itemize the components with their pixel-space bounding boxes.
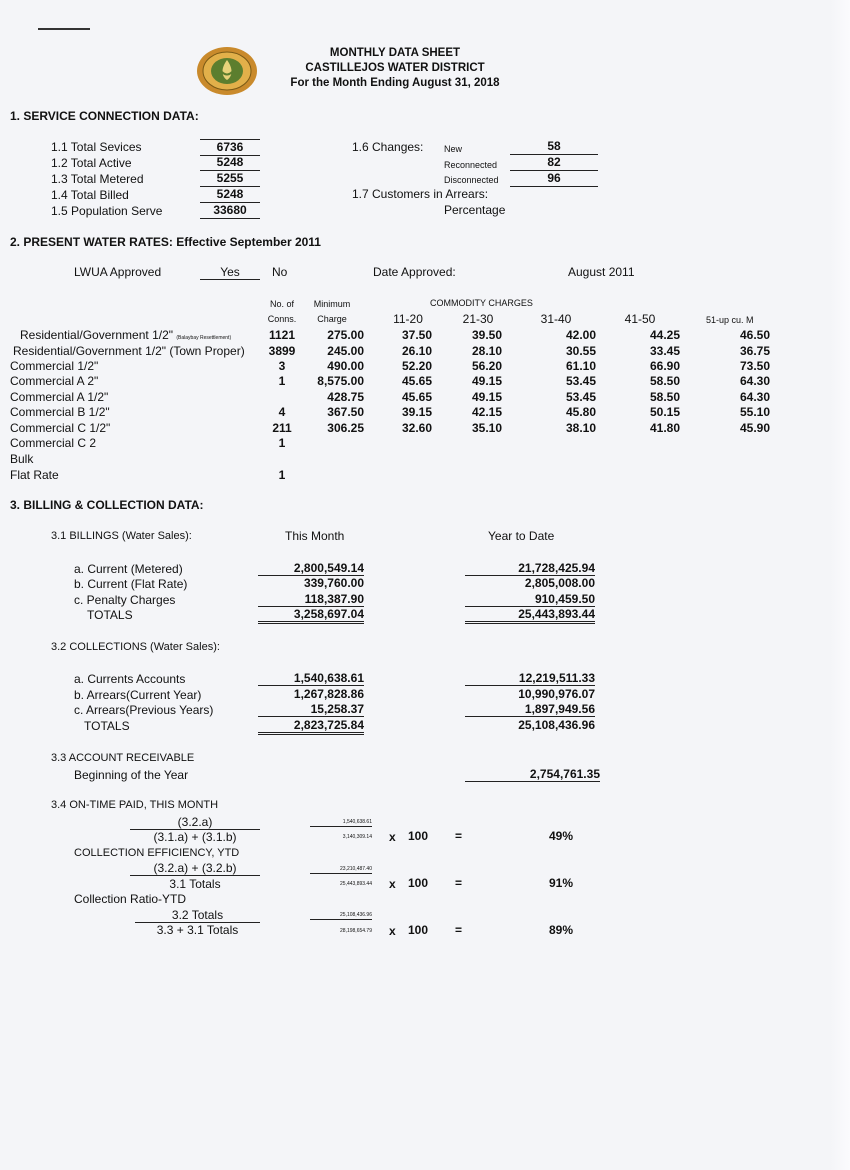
- rate-c4: 66.90: [649, 359, 680, 373]
- rate-minimum: 275.00: [327, 328, 364, 342]
- collection-ytd: 1,897,949.56: [465, 702, 595, 717]
- rate-minimum: 245.00: [327, 344, 364, 358]
- ratio-den-value: 3,140,309.14: [342, 834, 372, 840]
- service-label: 1.4 Total Billed: [51, 188, 129, 202]
- rate-conns: 3: [278, 359, 286, 373]
- ratio-result: 91%: [549, 876, 574, 890]
- ratio-title: COLLECTION EFFICIENCY, YTD: [74, 847, 240, 859]
- billing-label: a. Current (Metered): [74, 562, 183, 576]
- rate-c5: 64.30: [739, 374, 770, 388]
- rate-c2: 28.10: [471, 344, 502, 358]
- billings-label: 3.1 BILLINGS (Water Sales):: [51, 530, 192, 542]
- ratio-den-value: 25,443,893.44: [340, 881, 372, 887]
- rate-c4: 58.50: [649, 374, 680, 388]
- equals-sign: =: [455, 923, 463, 937]
- ratio-num-value: 1,540,638.61: [342, 819, 372, 825]
- collections-label: 3.2 COLLECTIONS (Water Sales):: [51, 641, 220, 653]
- rate-conns: 211: [272, 421, 292, 435]
- service-label: 1.1 Total Sevices: [51, 140, 142, 154]
- ratio-numerator: (3.2.a): [177, 815, 213, 829]
- billing-month: 339,760.00: [303, 576, 364, 590]
- ratio-num-value: 23,210,487.40: [340, 866, 372, 872]
- hundred: 100: [408, 829, 429, 843]
- rate-conns: 1: [278, 436, 286, 450]
- billing-month: 118,387.90: [258, 592, 364, 607]
- rate-c5: 64.30: [739, 390, 770, 404]
- lwua-no: No: [272, 265, 288, 279]
- rate-c1: 32.60: [401, 421, 432, 435]
- billing-ytd: 910,459.50: [465, 592, 595, 607]
- rate-minimum: 428.75: [327, 390, 364, 404]
- ratio-denominator: (3.1.a) + (3.1.b): [153, 830, 237, 844]
- rate-conns: 1: [278, 374, 286, 388]
- collection-month: 1,540,638.61: [293, 671, 364, 685]
- rate-row-note: (Balaybay Resettlement): [176, 335, 232, 341]
- rate-c3: 45.80: [565, 405, 596, 419]
- rate-row-name-text: Residential/Government 1/2": [20, 328, 174, 342]
- service-value: 5248: [200, 187, 260, 203]
- ratio-num-value: 25,108,436.96: [340, 912, 372, 918]
- ytd-header: Year to Date: [488, 529, 555, 543]
- rate-c2: 39.50: [471, 328, 502, 342]
- title-line-2: CASTILLEJOS WATER DISTRICT: [305, 62, 485, 74]
- service-value: 33680: [200, 203, 260, 219]
- billing-total-ytd: 25,443,893.44: [465, 607, 595, 624]
- rate-c5: 73.50: [739, 359, 770, 373]
- ar-sublabel: Beginning of the Year: [74, 768, 189, 782]
- rate-minimum: 367.50: [327, 405, 364, 419]
- billing-label: b. Current (Flat Rate): [74, 577, 188, 591]
- equals-sign: =: [455, 876, 463, 890]
- rate-c2: 56.20: [471, 359, 502, 373]
- rate-c2: 49.15: [471, 390, 502, 404]
- date-approved-value: August 2011: [568, 265, 635, 279]
- rate-c5: 46.50: [739, 328, 770, 342]
- rate-c3: 53.45: [565, 374, 596, 388]
- changes-label: 1.6 Changes:: [352, 140, 424, 154]
- rate-c1: 45.65: [401, 374, 432, 388]
- times-sign: x: [389, 877, 396, 891]
- times-sign: x: [389, 830, 396, 844]
- billing-label: c. Penalty Charges: [74, 593, 176, 607]
- rate-c4: 58.50: [649, 390, 680, 404]
- rate-row-name: Commercial A 1/2": [10, 390, 109, 404]
- range-header: 11-20: [393, 312, 423, 326]
- service-label: 1.2 Total Active: [51, 156, 132, 170]
- collection-label: b. Arrears(Current Year): [74, 688, 202, 702]
- rate-row-name: Residential/Government 1/2" (Town Proper): [13, 344, 245, 358]
- date-approved-label: Date Approved:: [373, 265, 456, 279]
- rate-minimum: 306.25: [327, 421, 364, 435]
- rate-c1: 45.65: [401, 390, 432, 404]
- collection-month: 1,267,828.86: [293, 687, 364, 701]
- rate-c1: 52.20: [401, 359, 432, 373]
- billing-total-month: 3,258,697.04: [258, 607, 364, 624]
- billing-total-label: TOTALS: [87, 608, 133, 622]
- rate-conns: 1: [278, 468, 286, 482]
- lwua-yes: Yes: [200, 265, 260, 280]
- rate-row-name: [20, 328, 231, 342]
- ratio-numerator: (3.2.a) + (3.2.b): [153, 861, 237, 875]
- rate-conns: 4: [278, 405, 286, 419]
- rate-row-name: Commercial C 1/2": [10, 421, 111, 435]
- ratio-den-value: 28,198,654.79: [340, 928, 372, 934]
- rate-c3: 38.10: [565, 421, 596, 435]
- ratio-result: 49%: [549, 829, 574, 843]
- ar-label: 3.3 ACCOUNT RECEIVABLE: [51, 752, 195, 764]
- ontime-label: 3.4 ON-TIME PAID, THIS MONTH: [51, 799, 219, 811]
- collection-label: c. Arrears(Previous Years): [74, 703, 214, 717]
- rate-c2: 49.15: [471, 374, 502, 388]
- page-title: [280, 46, 510, 91]
- rate-c3: 61.10: [565, 359, 596, 373]
- rate-row-name: Commercial B 1/2": [10, 405, 110, 419]
- collection-total-ytd: 25,108,436.96: [518, 718, 595, 732]
- changes-disconnected-value: 96: [510, 171, 598, 187]
- range-header: 21-30: [462, 312, 494, 326]
- changes-reconnected-label: Reconnected: [444, 160, 498, 170]
- rate-row-name: Bulk: [10, 452, 34, 466]
- ratio-denominator: 3.3 + 3.1 Totals: [156, 923, 239, 937]
- ratio-numerator: 3.2 Totals: [171, 908, 224, 922]
- corner-mark: [38, 28, 90, 30]
- equals-sign: =: [455, 829, 463, 843]
- rate-c4: 33.45: [649, 344, 680, 358]
- rate-c3: 42.00: [565, 328, 596, 342]
- collection-total-label: TOTALS: [84, 719, 130, 733]
- collection-month: 15,258.37: [258, 702, 364, 717]
- rate-c5: 55.10: [739, 405, 770, 419]
- rate-c4: 50.15: [649, 405, 680, 419]
- title-line-3: For the Month Ending August 31, 2018: [290, 77, 500, 89]
- this-month-header: This Month: [285, 529, 345, 543]
- rate-c4: 41.80: [649, 421, 680, 435]
- service-value: 6736: [200, 139, 260, 156]
- hundred: 100: [408, 876, 429, 890]
- collection-total-month: 2,823,725.84: [258, 718, 364, 735]
- service-label: 1.3 Total Metered: [51, 172, 144, 186]
- rate-conns: 1121: [268, 328, 296, 342]
- col-no-of: No. of: [269, 299, 294, 309]
- ar-value: 2,754,761.35: [465, 767, 600, 782]
- service-value: 5255: [200, 171, 260, 187]
- service-value: 5248: [200, 155, 260, 171]
- section2-heading: 2. PRESENT WATER RATES: Effective September 2011: [10, 235, 321, 249]
- percentage-label: Percentage: [444, 203, 506, 217]
- collection-ytd: 10,990,976.07: [518, 687, 595, 701]
- col-charge: Charge: [317, 314, 347, 324]
- col-minimum: Minimum: [313, 299, 351, 309]
- rate-c2: 42.15: [471, 405, 502, 419]
- rate-row-name: Commercial 1/2": [10, 359, 99, 373]
- service-label: 1.5 Population Serve: [51, 204, 163, 218]
- rate-c2: 35.10: [471, 421, 502, 435]
- rate-c5: 36.75: [739, 344, 770, 358]
- rate-conns: 3899: [268, 344, 296, 358]
- water-district-seal-icon: [196, 46, 258, 96]
- rate-row-name: Commercial A 2": [10, 374, 99, 388]
- changes-reconnected-value: 82: [510, 155, 598, 171]
- range-header: 31-40: [540, 312, 572, 326]
- section3-heading: 3. BILLING & COLLECTION DATA:: [10, 498, 204, 512]
- ratio-result: 89%: [549, 923, 574, 937]
- hundred: 100: [408, 923, 429, 937]
- changes-disconnected-label: Disconnected: [444, 175, 499, 185]
- collection-label: a. Currents Accounts: [74, 672, 186, 686]
- rate-c5: 45.90: [739, 421, 770, 435]
- rate-c1: 37.50: [401, 328, 432, 342]
- rate-row-name: Flat Rate: [10, 468, 59, 482]
- times-sign: x: [389, 924, 396, 938]
- changes-new-label: New: [444, 144, 463, 154]
- arrears-label: 1.7 Customers in Arrears:: [352, 187, 489, 201]
- ratio-denominator: 3.1 Totals: [169, 877, 221, 891]
- section1-heading: 1. SERVICE CONNECTION DATA:: [10, 109, 199, 123]
- rate-c1: 26.10: [401, 344, 432, 358]
- rate-c3: 30.55: [565, 344, 596, 358]
- range-header: 41-50: [624, 312, 656, 326]
- scan-edge: [830, 0, 850, 1170]
- ratio-title: Collection Ratio-YTD: [74, 892, 187, 906]
- title-line-1: MONTHLY DATA SHEET: [329, 47, 461, 59]
- rate-c1: 39.15: [401, 405, 432, 419]
- col-conns: Conns.: [267, 314, 297, 324]
- rate-minimum: 490.00: [327, 359, 364, 373]
- rate-minimum: 8,575.00: [317, 374, 364, 388]
- rate-c3: 53.45: [565, 390, 596, 404]
- changes-new-value: 58: [510, 139, 598, 155]
- commodity-heading: COMMODITY CHARGES: [430, 298, 533, 308]
- collection-ytd: 12,219,511.33: [518, 671, 595, 685]
- rate-row-name: Commercial C 2: [10, 436, 97, 450]
- lwua-label: LWUA Approved: [74, 265, 162, 279]
- billing-ytd: 21,728,425.94: [518, 561, 595, 575]
- billing-ytd: 2,805,008.00: [524, 576, 595, 590]
- range-header: 51-up cu. M: [706, 315, 754, 325]
- rate-c4: 44.25: [649, 328, 680, 342]
- billing-month: 2,800,549.14: [293, 561, 364, 575]
